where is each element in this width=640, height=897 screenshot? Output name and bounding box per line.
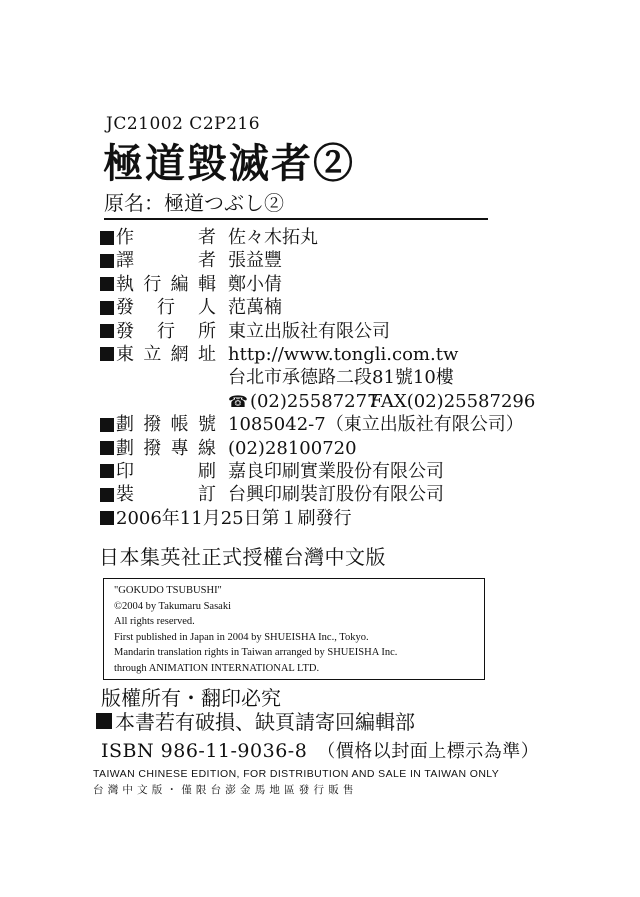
credit-label xyxy=(100,507,352,530)
bullet-square-icon xyxy=(100,231,114,245)
bullet-square-icon xyxy=(100,347,114,361)
credit-label-text: 作 者 xyxy=(116,227,216,248)
credit-value-text: (02)28100720 xyxy=(228,437,357,459)
credit-value-text: 佐々木拓丸 xyxy=(228,227,318,248)
catalog-code: JC21002 C2P216 xyxy=(106,114,261,134)
publish-date: 2006年11月25日第１刷發行 xyxy=(116,507,352,529)
credit-row xyxy=(100,390,540,413)
copyright-line: Mandarin translation rights in Taiwan arranged by SHUEISHA Inc. xyxy=(114,647,398,658)
credit-value xyxy=(228,437,357,460)
bullet-square-icon xyxy=(100,254,114,268)
credit-label-text: 印 刷 xyxy=(116,460,216,482)
credit-row xyxy=(100,483,540,506)
bullet-square-icon xyxy=(100,441,114,455)
credit-value-text: 1085042-7（東立出版社有限公司） xyxy=(228,414,524,436)
title-divider xyxy=(104,218,488,220)
credit-value-text: http://www.tongli.com.tw xyxy=(228,343,459,365)
fax-number: FAX(02)25587296 xyxy=(370,390,536,412)
credit-label-text: 發行人 xyxy=(116,297,216,319)
credit-value xyxy=(228,390,379,413)
isbn: ISBN 986-11-9036-8 xyxy=(101,740,308,762)
copyright-box xyxy=(103,578,485,680)
credit-value-text: 嘉良印刷實業股份有限公司 xyxy=(228,460,444,482)
bullet-square-icon xyxy=(100,324,114,338)
credit-row xyxy=(100,343,540,366)
credit-label-text: 裝 訂 xyxy=(116,484,216,506)
credit-label xyxy=(100,343,216,366)
credit-value-text: 張益豐 xyxy=(228,250,282,272)
damage-notice: 本書若有破損、缺頁請寄回編輯部 xyxy=(115,710,415,734)
credit-value xyxy=(228,226,318,249)
credit-value-text: 范萬楠 xyxy=(228,297,282,319)
credit-value-text: 台北市承德路二段81號10樓 xyxy=(228,367,454,389)
rights-notice: 版權所有・翻印必究 xyxy=(101,686,281,710)
credit-row xyxy=(100,296,540,319)
license-statement: 日本集英社正式授權台灣中文版 xyxy=(99,545,386,569)
damage-notice-row xyxy=(96,706,415,735)
copyright-line: ©2004 by Takumaru Sasaki xyxy=(114,600,231,612)
credit-value xyxy=(228,273,282,296)
edition-notice-en: TAIWAN CHINESE EDITION, FOR DISTRIBUTION AND SALE IN TAIWAN ONLY xyxy=(93,768,500,780)
bullet-square-icon xyxy=(100,301,114,315)
isbn-row xyxy=(101,737,539,763)
credit-row xyxy=(100,437,540,460)
credit-value xyxy=(228,320,390,343)
bullet-square-icon xyxy=(100,488,114,502)
credits-list xyxy=(100,226,540,530)
credit-row xyxy=(100,273,540,296)
credit-value xyxy=(228,343,458,366)
book-title: 極道毀滅者② xyxy=(103,140,355,187)
credit-value xyxy=(228,460,444,483)
edition-notice-zh: 台灣中文版・僅限台澎金馬地區發行販售 xyxy=(93,784,358,796)
copyright-line: First published in Japan in 2004 by SHUEISHA Inc., Tokyo. xyxy=(114,631,369,643)
credit-label xyxy=(100,296,216,319)
credit-label-text: 劃撥專線 xyxy=(116,437,216,459)
copyright-line: All rights reserved. xyxy=(114,616,195,627)
credit-label-text: 譯 者 xyxy=(116,250,216,272)
credit-value-text: (02)25587277 xyxy=(249,390,379,412)
credit-row xyxy=(100,460,540,483)
credit-label-text: 劃撥帳號 xyxy=(116,414,216,436)
credit-row xyxy=(100,366,540,389)
bullet-square-icon xyxy=(100,277,114,291)
credit-label-text: 發行所 xyxy=(116,320,216,342)
credit-value-text: 台興印刷裝訂股份有限公司 xyxy=(228,484,444,506)
copyright-line: through ANIMATION INTERNATIONAL LTD. xyxy=(114,662,320,674)
bullet-square-icon xyxy=(96,713,112,729)
credit-row xyxy=(100,226,540,249)
credit-label xyxy=(100,320,216,343)
credit-row xyxy=(100,320,540,343)
credit-label xyxy=(100,413,216,436)
credit-label xyxy=(100,226,216,249)
phone-icon: ☎ xyxy=(228,391,248,411)
credit-label xyxy=(100,249,216,272)
credit-value-text: 東立出版社有限公司 xyxy=(228,320,390,342)
bullet-square-icon xyxy=(100,464,114,478)
bullet-square-icon xyxy=(100,418,114,432)
credit-label xyxy=(100,273,216,296)
credit-value xyxy=(228,249,282,272)
credit-value xyxy=(228,483,444,506)
credit-value xyxy=(228,366,454,389)
credit-row xyxy=(100,507,540,530)
copyright-line: "GOKUDO TSUBUSHI" xyxy=(114,585,222,596)
credit-label xyxy=(100,483,216,506)
credit-label xyxy=(100,437,216,460)
credit-label-text: 東立網址 xyxy=(116,343,216,365)
credit-row xyxy=(100,413,540,436)
credit-row xyxy=(100,249,540,272)
credit-value xyxy=(228,296,282,319)
credit-value-text: 鄭小倩 xyxy=(228,273,282,295)
original-title: 原名：極道つぶし② xyxy=(104,191,284,215)
credit-label xyxy=(100,460,216,483)
bullet-square-icon xyxy=(100,511,114,525)
credit-label-text: 執行編輯 xyxy=(116,273,216,295)
credit-value xyxy=(228,413,524,436)
price-note: （價格以封面上標示為準） xyxy=(317,741,540,762)
